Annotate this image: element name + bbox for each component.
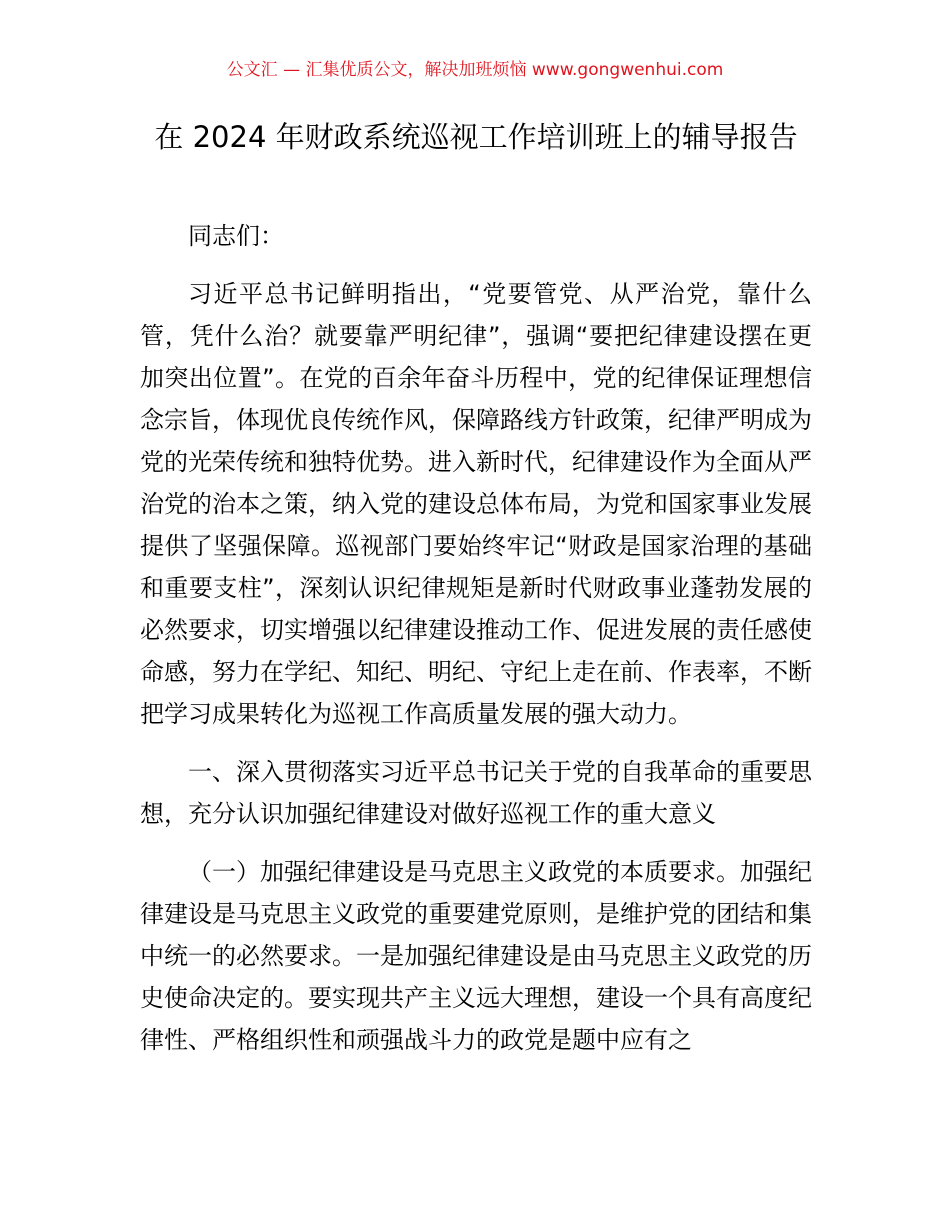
document-title: 在 2024 年财政系统巡视工作培训班上的辅导报告 (154, 120, 798, 154)
paragraph-intro: 习近平总书记鲜明指出，“党要管党、从严治党，靠什么管，凭什么治？就要靠严明纪律”，强调“要把纪律建设摆在更加突出位置”。在党的百余年奋斗历程中，党的纪律保证理想信念宗旨，体现优良传统作风，保障路线方针政策，纪律严明成为党的光荣传统和独特优势。进入新时代，纪律建设作为全面从严治党的治本之策，纳入党的建设总体布局，为党和国家事业发展提供了坚强保障。巡视部门要始终牢记“财政是国家治理的基础和重要支柱”，深刻认识纪律规矩是新时代财政事业蓬勃发展的必然要求，切实增强以纪律建设推动工作、促进发展的责任感使命感，努力在学纪、知纪、明纪、守纪上走在前、作表率，不断把学习成果转化为巡视工作高质量发展的强大动力。 (140, 280, 812, 728)
watermark-header: 公文汇 — 汇集优质公文，解决加班烦恼 www.gongwenhui.com (226, 60, 724, 80)
section-heading-1: 一、深入贯彻落实习近平总书记关于党的自我革命的重要思想，充分认识加强纪律建设对做好巡视工作的重大意义 (140, 758, 812, 828)
greeting: 同志们： (188, 222, 284, 250)
paragraph-subsection-1: （一）加强纪律建设是马克思主义政党的本质要求。加强纪律建设是马克思主义政党的重要建党原则，是维护党的团结和集中统一的必然要求。一是加强纪律建设是由马克思主义政党的历史使命决定的。要实现共产主义远大理想，建设一个具有高度纪律性、严格组织性和顽强战斗力的政党是题中应有之 (140, 858, 812, 1054)
document-body (140, 215, 812, 1077)
